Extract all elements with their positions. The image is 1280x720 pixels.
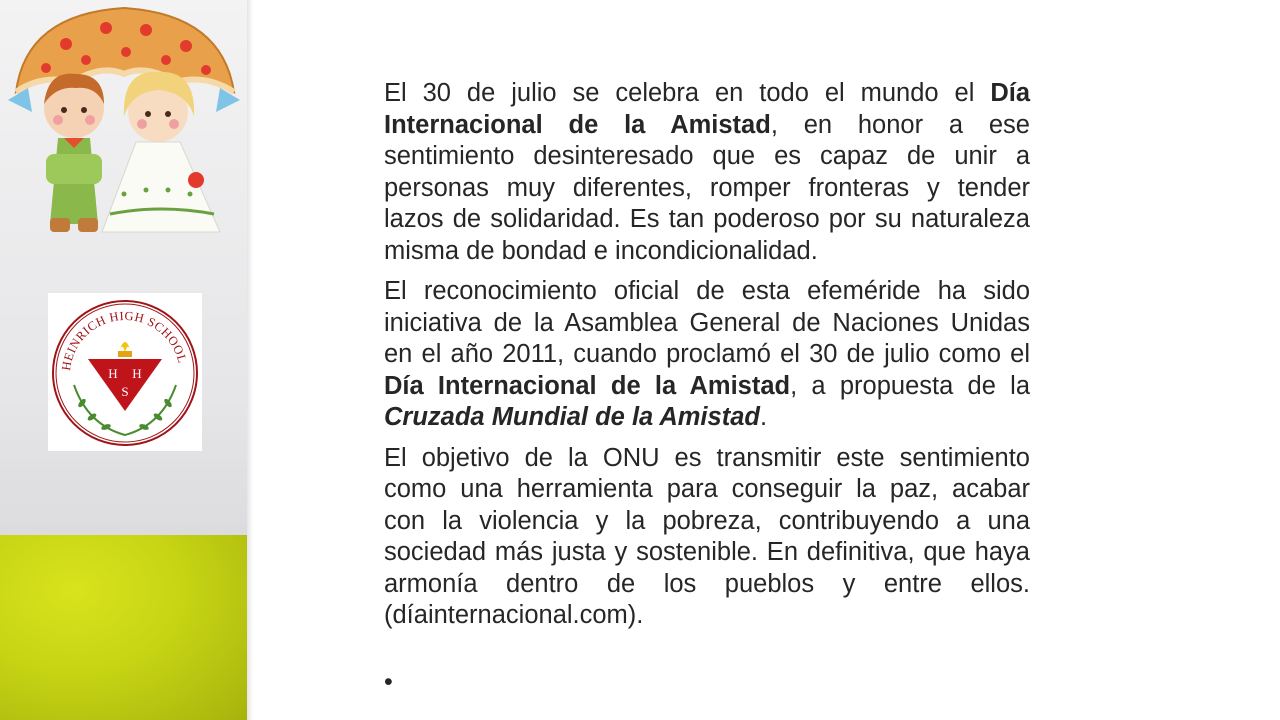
p1-bold-1: Día Internacional de la Amistad: [384, 79, 1030, 139]
empty-bullet: •: [384, 668, 393, 696]
paragraph-1: [384, 78, 1030, 267]
sidebar-green-panel: [0, 535, 247, 720]
paragraph-3: [384, 443, 1030, 632]
logo-letter-h1: H: [108, 366, 118, 381]
p2-text-2: , a propuesta de la: [790, 371, 1030, 400]
logo-letter-s: S: [121, 384, 129, 399]
logo-letter-h2: H: [132, 366, 142, 381]
p2-bold-italic-1: Cruzada Mundial de la Amistad: [384, 403, 760, 431]
p2-text-1: El reconocimiento oficial de esta efeméride ha sido iniciativa de la Asamblea General de Naciones Unidas en el año 2011, cuando proclamó el 30 de julio como el: [384, 277, 1030, 368]
school-seal-icon: [48, 293, 202, 451]
p1-text-1: El 30 de julio se celebra en todo el mundo el: [384, 79, 991, 107]
sidebar: [0, 0, 247, 720]
p3-text-1: El objetivo de la ONU es transmitir este sentimiento como una herramienta para conseguir la paz, acabar con la violencia y la pobreza, contribuyendo a una sociedad más justa y sostenible. En definitiva, que haya armonía dentro de los pueblos y entre ellos. (díainternacional.com).: [384, 443, 1030, 629]
p2-text-3: .: [759, 403, 768, 431]
sidebar-shadow: [247, 0, 253, 720]
school-logo: [48, 293, 202, 451]
p1-text-2: , en honor a ese sentimiento desinteresado que es capaz de unir a personas muy diferentes, romper fronteras y tender lazos de solidaridad. Es tan poderoso por su naturaleza misma de bondad e incondicionalidad.: [384, 110, 1030, 265]
paragraph-2: [384, 276, 1030, 434]
friendship-dolls-illustration: [6, 4, 242, 240]
p2-bold-1: Día Internacional de la Amistad: [384, 371, 791, 400]
slide-text-body: [384, 78, 1030, 641]
logo-arc-text: HEINRICH HIGH SCHOOL: [59, 308, 190, 372]
